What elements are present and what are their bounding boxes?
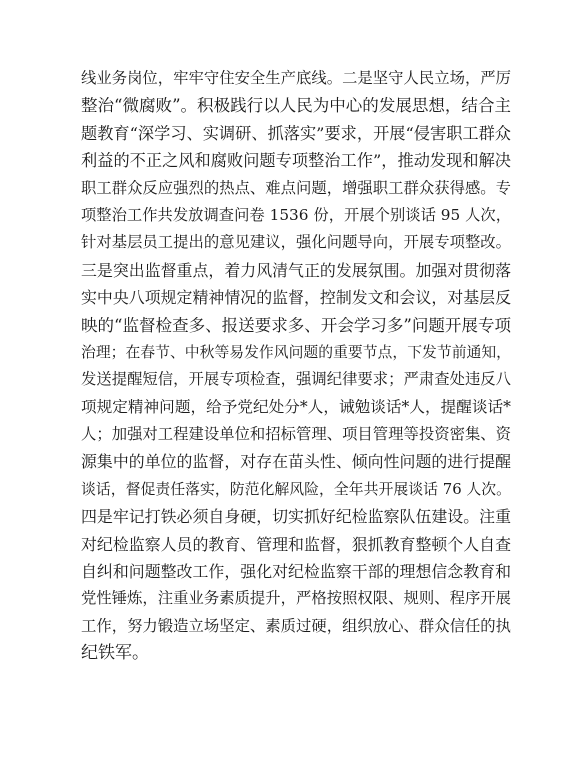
text-line: 四是牢记打铁必须自身硬，切实抓好纪检监察队伍建设。注重 [81,507,511,527]
text-line: 对纪检监察人员的教育、管理和监督，狠抓教育整顿个人自查 [81,534,511,554]
text-line: 纪铁军。 [81,643,149,664]
text-line: 自纠和问题整改工作，强化对纪检监察干部的理想信念教育和 [81,562,511,582]
text-line: 线业务岗位，牢牢守住安全生产底线。二是坚守人民立场，严厉 [81,69,511,87]
text-line: 实中央八项规定精神情况的监督，控制发文和会议，对基层反 [81,288,511,308]
text-line: 三是突出监督重点，着力风清气正的发展氛围。加强对贯彻落 [81,260,511,280]
text-line: 职工群众反应强烈的热点、难点问题，增强职工群众获得感。专 [81,178,511,197]
text-line: 利益的不正之风和腐败问题专项整治工作”，推动发现和解决 [81,151,511,171]
text-line: 项规定精神问题，给予党纪处分*人，诫勉谈话*人，提醒谈话* [81,397,511,416]
text-line: 题教育“深学习、实调研、抓落实”要求，开展“侵害职工群众 [81,123,511,143]
text-line: 工作，努力锻造立场坚定、素质过硬，组织放心、群众信任的执 [81,616,511,635]
text-line: 治理；在春节、中秋等易发作风问题的重要节点，下发节前通知， [81,343,511,361]
text-line: 整治“微腐败”。积极践行以人民为中心的发展思想，结合主 [81,96,511,116]
text-line: 发送提醒短信，开展专项检查，强调纪律要求；严肃查处违反八 [81,370,511,389]
text-line: 谈话，督促责任落实，防范化解风险，全年共开展谈话 76 人次。 [81,479,512,498]
text-line: 源集中的单位的监督，对存在苗头性、倾向性问题的进行提醒 [81,452,511,472]
text-line: 党性锤炼，注重业务素质提升，严格按照权限、规则、程序开展 [81,589,511,608]
text-line: 针对基层员工提出的意见建议，强化问题导向，开展专项整改。 [81,233,511,252]
text-line: 映的“监督检查多、报送要求多、开会学习多”问题开展专项 [81,315,511,335]
text-line: 项整治工作共发放调查问卷 1536 份，开展个别谈话 95 人次， [81,205,511,224]
text-line: 人；加强对工程建设单位和招标管理、项目管理等投资密集、资 [81,425,511,444]
body-text [81,65,511,668]
